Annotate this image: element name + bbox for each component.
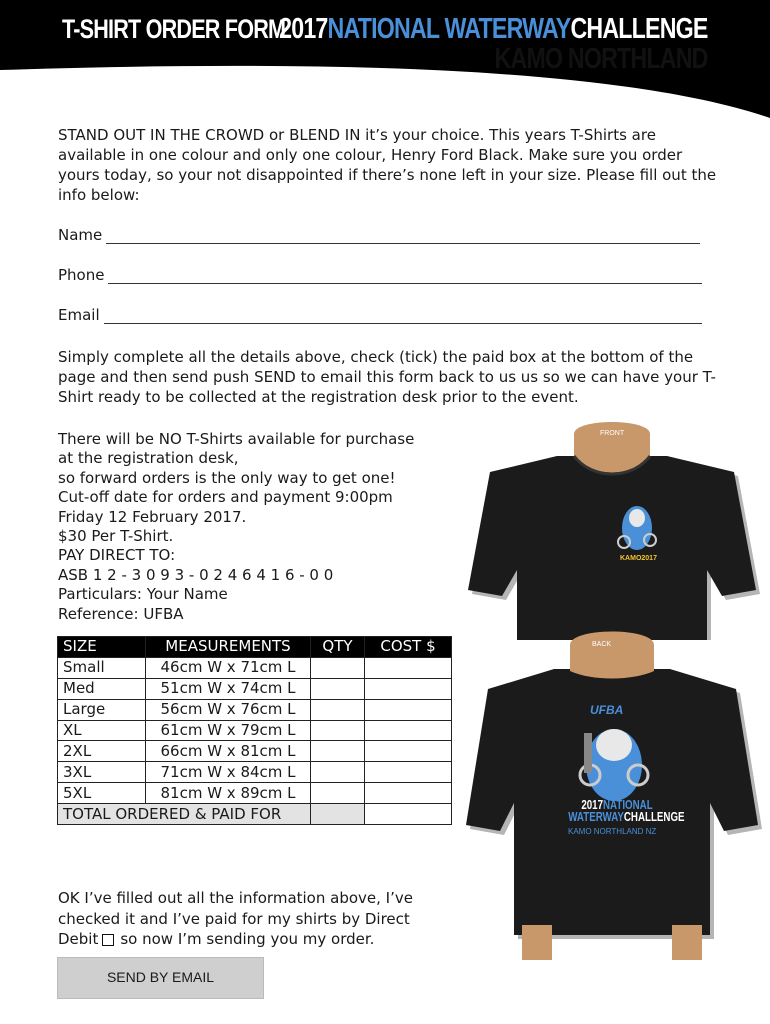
back-logo-challenge: CHALLENGE	[623, 809, 685, 824]
size-order-table	[57, 636, 452, 825]
back-label: BACK	[592, 641, 612, 648]
total-qty-input[interactable]	[311, 804, 365, 825]
phone-input[interactable]	[108, 267, 702, 284]
cost-input[interactable]	[365, 720, 452, 741]
info-line: Friday 12 February 2017.	[58, 507, 247, 526]
header-measurements: MEASUREMENTS	[146, 637, 311, 658]
front-tshirt-image	[462, 420, 762, 640]
name-input[interactable]	[106, 227, 700, 244]
table-row	[58, 741, 452, 762]
front-label: FRONT	[600, 430, 625, 437]
info-line: PAY DIRECT TO:	[58, 546, 176, 565]
send-by-email-button[interactable]: SEND BY EMAIL	[57, 957, 264, 999]
qty-input[interactable]	[311, 720, 365, 741]
instructions-text: Simply complete all the details above, check (tick) the paid box at the bottom of the page and then send push SEND to email this form back to us us so we can have your T-Shirt ready to be collected at the registration desk prior to the event.	[58, 348, 716, 406]
qty-input[interactable]	[311, 741, 365, 762]
intro-text: STAND OUT IN THE CROWD or BLEND IN it’s your choice. This years T-Shirts are available in one colour and only one colour, Henry Ford Black. Make sure you order yours today, so your not disappointed if there’s none left in your size. Please fill out the info below:	[58, 126, 717, 204]
header-cost: COST $	[365, 637, 452, 658]
measurement-cell: 71cm W x 84cm L	[146, 762, 311, 783]
confirm-text-after: so now I’m sending you my order.	[120, 930, 375, 948]
confirmation-text	[58, 888, 448, 950]
info-line: ASB 1 2 - 3 0 9 3 - 0 2 4 6 4 1 6 - 0 0	[58, 565, 334, 584]
measurement-cell: 51cm W x 74cm L	[146, 678, 311, 699]
qty-input[interactable]	[311, 783, 365, 804]
info-line: There will be NO T-Shirts available for purchase	[58, 430, 415, 448]
back-tshirt-image	[462, 625, 762, 960]
event-title	[280, 14, 708, 74]
page-header	[0, 0, 770, 120]
cost-input[interactable]	[365, 678, 452, 699]
qty-input[interactable]	[311, 762, 365, 783]
size-cell: 5XL	[58, 783, 146, 804]
email-field	[58, 306, 702, 324]
info-line: so forward orders is the only way to get one!	[58, 468, 396, 487]
measurement-cell: 46cm W x 71cm L	[146, 657, 311, 678]
header-size: SIZE	[58, 637, 146, 658]
size-cell: 3XL	[58, 762, 146, 783]
measurement-cell: 61cm W x 79cm L	[146, 720, 311, 741]
total-row	[58, 804, 452, 825]
back-logo-location: KAMO NORTHLAND NZ	[568, 827, 657, 836]
info-line: Reference: UFBA	[58, 604, 184, 623]
info-line: Particulars: Your Name	[58, 585, 228, 604]
qty-input[interactable]	[311, 657, 365, 678]
order-info	[58, 430, 458, 624]
total-cost-input[interactable]	[365, 804, 452, 825]
front-logo-text: KAMO2017	[620, 555, 657, 562]
table-row	[58, 762, 452, 783]
size-cell: Large	[58, 699, 146, 720]
table-row	[58, 678, 452, 699]
cost-input[interactable]	[365, 699, 452, 720]
back-logo-text	[568, 797, 685, 824]
back-tshirt-drawing	[462, 625, 762, 960]
front-tshirt-drawing	[462, 420, 762, 640]
name-label: Name	[58, 226, 103, 244]
event-location: KAMO NORTHLAND	[494, 43, 708, 75]
table-row	[58, 783, 452, 804]
table-row	[58, 720, 452, 741]
table-header-row	[58, 637, 452, 658]
cost-input[interactable]	[365, 741, 452, 762]
size-cell: Small	[58, 657, 146, 678]
event-name-white: CHALLENGE	[570, 13, 708, 45]
measurement-cell: 56cm W x 76cm L	[146, 699, 311, 720]
cost-input[interactable]	[365, 762, 452, 783]
email-input[interactable]	[104, 307, 702, 324]
cost-input[interactable]	[365, 657, 452, 678]
name-field	[58, 226, 700, 244]
back-logo-national: NATIONAL	[603, 797, 653, 812]
cost-input[interactable]	[365, 783, 452, 804]
size-cell: Med	[58, 678, 146, 699]
email-label: Email	[58, 306, 100, 324]
info-line: at the registration desk,	[58, 449, 239, 468]
size-cell: XL	[58, 720, 146, 741]
measurement-cell: 81cm W x 89cm L	[146, 783, 311, 804]
measurement-cell: 66cm W x 81cm L	[146, 741, 311, 762]
size-cell: 2XL	[58, 741, 146, 762]
qty-input[interactable]	[311, 699, 365, 720]
back-logo-waterway: WATERWAY	[568, 809, 624, 824]
back-logo-org: UFBA	[590, 703, 624, 717]
table-row	[58, 657, 452, 678]
paid-checkbox[interactable]	[102, 934, 114, 946]
back-logo-year: 2017	[581, 797, 604, 812]
qty-input[interactable]	[311, 678, 365, 699]
event-year: 2017	[279, 13, 328, 45]
info-line: Cut-off date for orders and payment 9:00pm	[58, 488, 393, 507]
total-label: TOTAL ORDERED & PAID FOR	[58, 804, 311, 825]
info-line: $30 Per T-Shirt.	[58, 527, 174, 546]
table-row	[58, 699, 452, 720]
phone-field	[58, 266, 702, 284]
header-qty: QTY	[311, 637, 365, 658]
form-title: T-SHIRT ORDER FORM	[62, 14, 286, 44]
confirm-text-before: OK I’ve filled out all the information above, I’ve checked it and I’ve paid for my shirts by Direct Debit	[58, 889, 413, 948]
phone-label: Phone	[58, 266, 105, 284]
event-name-blue: NATIONAL WATERWAY	[327, 13, 571, 45]
